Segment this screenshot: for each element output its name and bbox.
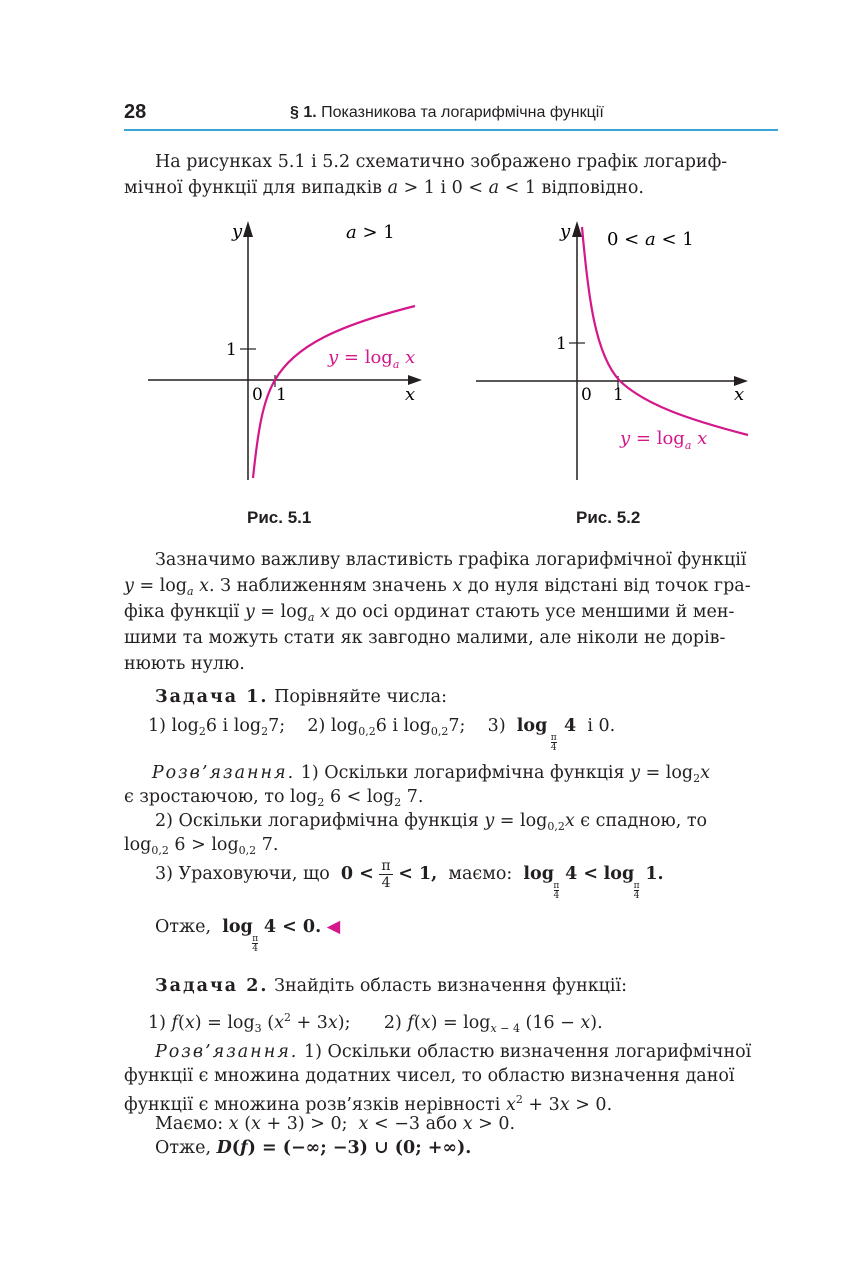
x-axis-label: x bbox=[734, 384, 745, 405]
running-header bbox=[290, 104, 604, 122]
origin-label: 0 bbox=[581, 385, 592, 405]
header-rule bbox=[124, 129, 778, 131]
figure-5-2 bbox=[470, 215, 760, 485]
task-1-items: 1) $\log_26$ і $\log_27$; 2) $\log_{0,2}6$ і $\log_{0,2}7$; 3) log π 4 4 і 0. bbox=[148, 716, 616, 753]
x-tick-label: 1 bbox=[613, 385, 624, 405]
section-label: § 1. bbox=[290, 104, 317, 121]
x-axis-label: x bbox=[405, 384, 416, 405]
task-2-heading: Задача 2. Знайдіть область визначення функції: bbox=[155, 976, 628, 996]
task-2-solution-1: Розв’язання. 1) Оскільки областю визначення логарифмічної bbox=[155, 1042, 752, 1062]
y-tick-label: 1 bbox=[226, 340, 237, 360]
curve-label: $y = \log_a x$ bbox=[620, 428, 708, 452]
task-2-answer: Отже, D(f) = (−∞; −3) ∪ (0; +∞). bbox=[155, 1138, 472, 1158]
task-2-maemo: Маємо: x (x + 3) > 0; x < −3 або x > 0. bbox=[155, 1114, 516, 1134]
task-1-conclusion: Отже, log π 4 4 < 0. ◀ bbox=[155, 917, 341, 954]
figure-caption-5-2: Рис. 5.2 bbox=[576, 508, 641, 527]
intro-line-2: мічної функції для випадків a > 1 і 0 < a < 1 відповідно. bbox=[124, 178, 644, 198]
property-line-3: фіка функції $y = \log_a x$ до осі ординат стають усе меншими й мен- bbox=[124, 602, 735, 624]
section-title: Показникова та логарифмічна функції bbox=[321, 104, 604, 121]
property-line-5: нюють нулю. bbox=[124, 654, 245, 674]
intro-line-1: На рисунках 5.1 і 5.2 схематично зображено графік логариф- bbox=[155, 152, 728, 172]
task-1-solution-3: 3) Ураховуючи, що 0 < $\frac{\pi}{4}$ < 1, маємо: log π 4 4 < log π 4 1. bbox=[155, 858, 664, 901]
task-2-solution-2: функції є множина додатних чисел, то областю визначення даної bbox=[124, 1066, 735, 1086]
task-1-heading: Задача 1. Порівняйте числа: bbox=[155, 687, 447, 707]
task-1-solution-2b: $\log_{0,2} 6 > \log_{0,2} 7$. bbox=[124, 835, 279, 857]
figure-caption-5-1: Рис. 5.1 bbox=[247, 508, 312, 527]
x-tick-label: 1 bbox=[276, 385, 287, 405]
y-axis-label: y bbox=[560, 221, 571, 242]
task-2-solution-3: функції є множина розв’язків нерівності $x^2 + 3x > 0$. bbox=[124, 1093, 613, 1115]
condition-label: a > 1 bbox=[346, 222, 395, 243]
y-axis-arrow bbox=[572, 221, 582, 237]
figure-5-1 bbox=[140, 215, 440, 485]
task-1-solution-1b: є зростаючою, то $\log_2 6 < \log_2 7$. bbox=[124, 787, 424, 809]
task-1-solution-2: 2) Оскільки логарифмічна функція $y = \log_{0,2}x$ є спадною, то bbox=[155, 811, 708, 833]
property-line-2: $y = \log_a x$. З наближенням значень x до нуля відстані від точок гра- bbox=[124, 576, 751, 598]
end-of-solution-marker: ◀ bbox=[326, 917, 341, 937]
origin-label: 0 bbox=[252, 385, 263, 405]
y-axis-arrow bbox=[243, 221, 253, 237]
curve-label: $y = \log_a x$ bbox=[328, 347, 416, 371]
y-axis-label: y bbox=[232, 221, 243, 242]
property-line-1: Зазначимо важливу властивість графіка логарифмічної функції bbox=[155, 550, 747, 570]
page-number: 28 bbox=[124, 101, 147, 123]
property-line-4: шими та можуть стати як завгодно малими, але ніколи не дорів- bbox=[124, 628, 726, 648]
task-1-solution-1: Розв’язання. 1) Оскільки логарифмічна функція $y = \log_2x$ bbox=[151, 763, 710, 785]
y-tick-label: 1 bbox=[556, 334, 567, 354]
log-curve-decreasing bbox=[582, 227, 748, 435]
condition-label: 0 < a < 1 bbox=[607, 229, 694, 250]
task-2-items: 1) $f(x) = \log_3 (x^2 + 3x)$; 2) $f(x) = \log_{x - 4} (16 - x)$. bbox=[148, 1011, 603, 1035]
